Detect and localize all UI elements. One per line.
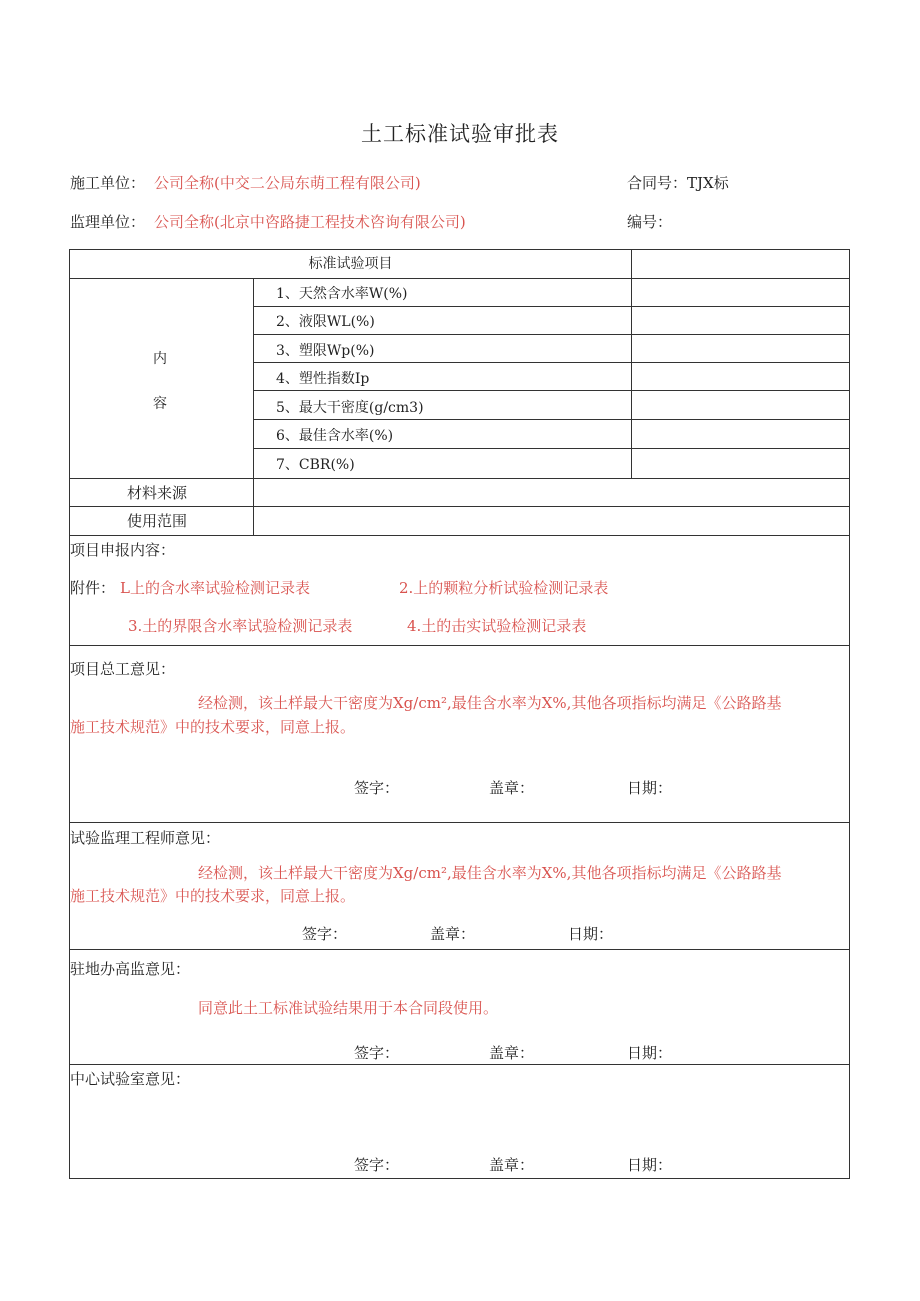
seal-label: 盖章： — [430, 925, 476, 943]
usage-range-label: 使用范围 — [127, 512, 188, 530]
chief-engineer-opinion-line-1: 经检测，该土样最大干密度为Xg/cm²,最佳含水率为X%,其他各项指标均满足《公路路基 — [198, 694, 782, 712]
test-item: 6、最佳含水率(%) — [276, 428, 394, 444]
grid-line — [631, 249, 632, 478]
table-header-standard-test-items: 标准试验项目 — [308, 256, 393, 272]
grid-line — [69, 506, 850, 507]
seal-label: 盖章： — [489, 1044, 535, 1062]
seal-label: 盖章： — [489, 779, 535, 797]
resident-office-opinion: 同意此土工标准试验结果用于本合同段使用。 — [198, 999, 499, 1017]
chief-engineer-opinion-label: 项目总工意见： — [70, 660, 176, 678]
central-lab-opinion-label: 中心试验室意见： — [70, 1070, 191, 1088]
test-supervisor-opinion-label: 试验监理工程师意见： — [70, 829, 221, 847]
construction-unit-label: 施工单位： — [70, 174, 146, 192]
serial-number-label: 编号： — [627, 213, 673, 231]
seal-label: 盖章： — [489, 1156, 535, 1174]
supervision-unit-label: 监理单位： — [70, 213, 146, 231]
page-title: 土工标准试验审批表 — [361, 122, 559, 146]
grid-line — [69, 645, 850, 646]
grid-line — [253, 390, 850, 391]
date-label: 日期： — [568, 925, 614, 943]
grid-line — [253, 306, 850, 307]
grid-line — [253, 278, 254, 535]
content-label-char-2: 容 — [153, 396, 167, 412]
application-content-label: 项目申报内容： — [70, 541, 176, 559]
test-item: 7、CBR(%) — [276, 457, 355, 473]
date-label: 日期： — [627, 1156, 673, 1174]
test-item: 2、液限WL(%) — [276, 314, 375, 330]
grid-line — [69, 278, 850, 279]
resident-office-opinion-label: 驻地办高监意见： — [70, 960, 191, 978]
date-label: 日期： — [627, 1044, 673, 1062]
chief-engineer-opinion-line-2: 施工技术规范》中的技术要求，同意上报。 — [70, 718, 356, 736]
grid-line — [69, 822, 850, 823]
test-item: 1、天然含水率W(%) — [276, 286, 408, 302]
grid-line — [253, 448, 850, 449]
grid-line — [69, 535, 850, 536]
material-source-label: 材料来源 — [127, 484, 188, 502]
grid-line — [253, 334, 850, 335]
sign-label: 签字： — [354, 1044, 400, 1062]
test-item: 5、最大干密度(g/cm3) — [276, 400, 424, 416]
attachment-2: 2.上的颗粒分析试验检测记录表 — [399, 579, 609, 597]
sign-label: 签字： — [354, 779, 400, 797]
grid-line — [253, 362, 850, 363]
test-item: 4、塑性指数Ip — [276, 371, 370, 387]
construction-unit-value: 公司全称(中交二公局东萌工程有限公司) — [154, 174, 421, 192]
grid-line — [253, 419, 850, 420]
test-supervisor-opinion-line-1: 经检测，该土样最大干密度为Xg/cm²,最佳含水率为X%,其他各项指标均满足《公路路基 — [198, 864, 782, 882]
supervision-unit-value: 公司全称(北京中咨路捷工程技术咨询有限公司) — [154, 213, 466, 231]
attachments-label: 附件： — [70, 579, 116, 597]
grid-line — [69, 1064, 850, 1065]
test-item: 3、塑限Wp(%) — [276, 343, 375, 359]
sign-label: 签字： — [302, 925, 348, 943]
content-label-char-1: 内 — [153, 351, 167, 367]
sign-label: 签字： — [354, 1156, 400, 1174]
approval-table — [69, 249, 850, 1179]
attachment-1: L上的含水率试验检测记录表 — [120, 579, 310, 597]
grid-line — [69, 949, 850, 950]
contract-number-label: 合同号：TJX标 — [627, 174, 729, 192]
attachment-3: 3.土的界限含水率试验检测记录表 — [128, 617, 353, 635]
grid-line — [69, 478, 850, 479]
test-supervisor-opinion-line-2: 施工技术规范》中的技术要求，同意上报。 — [70, 887, 356, 905]
attachment-4: 4.土的击实试验检测记录表 — [407, 617, 587, 635]
date-label: 日期： — [627, 779, 673, 797]
